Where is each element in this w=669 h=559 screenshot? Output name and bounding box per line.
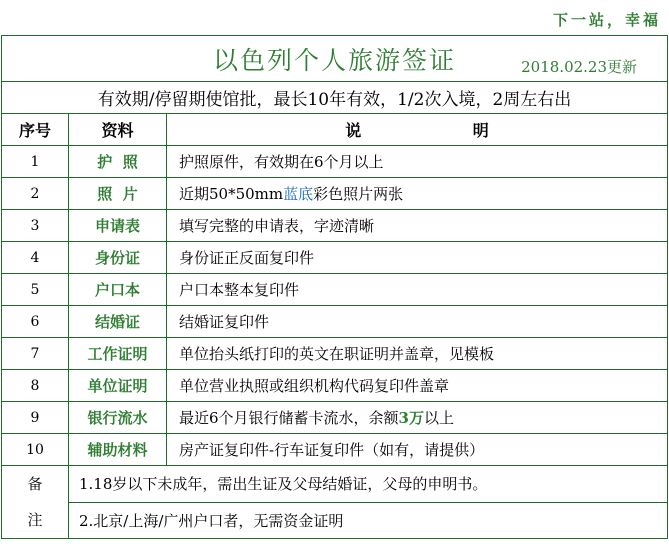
row-desc	[167, 178, 668, 210]
row-desc: 户口本整本复印件	[167, 274, 668, 306]
row-num: 10	[2, 434, 69, 466]
row-desc-highlight: 蓝底	[283, 185, 314, 203]
row-item: 辅助材料	[69, 434, 167, 466]
row-num: 1	[2, 146, 69, 178]
note-item: 2.北京/上海/广州户口者，无需资金证明	[69, 502, 668, 539]
table-row	[2, 306, 668, 338]
row-num: 8	[2, 370, 69, 402]
row-desc: 结婚证复印件	[167, 306, 668, 338]
row-item: 身份证	[69, 242, 167, 274]
row-desc-part: 近期50*50mm	[179, 185, 284, 203]
row-num: 7	[2, 338, 69, 370]
row-item: 护 照	[69, 146, 167, 178]
row-item: 申请表	[69, 210, 167, 242]
row-item: 银行流水	[69, 402, 167, 434]
notes-label-bottom: 注	[27, 511, 43, 529]
row-num: 3	[2, 210, 69, 242]
row-desc-part: 最近6个月银行储蓄卡流水，余额	[179, 409, 399, 427]
row-desc-part: 彩色照片两张	[313, 185, 404, 203]
notes-label	[2, 466, 69, 539]
top-banner	[0, 0, 669, 35]
row-num: 9	[2, 402, 69, 434]
row-item: 照 片	[69, 178, 167, 210]
table-row	[2, 434, 668, 466]
row-desc	[167, 402, 668, 434]
row-item: 工作证明	[69, 338, 167, 370]
row-num: 6	[2, 306, 69, 338]
header-item: 资料	[69, 114, 167, 146]
row-item: 结婚证	[69, 306, 167, 338]
row-desc: 身份证正反面复印件	[167, 242, 668, 274]
table-row	[2, 402, 668, 434]
summary-row: 有效期/停留期使馆批，最长10年有效，1/2次入境，2周左右出	[2, 82, 668, 114]
page-title: 以色列个人旅游签证	[213, 46, 457, 75]
header-desc: 说 明	[167, 114, 668, 146]
table-row	[2, 338, 668, 370]
title-row	[2, 36, 668, 82]
header-num: 序号	[2, 114, 69, 146]
table-row	[2, 210, 668, 242]
row-desc: 单位抬头纸打印的英文在职证明并盖章，见模板	[167, 338, 668, 370]
row-num: 2	[2, 178, 69, 210]
table-row	[2, 242, 668, 274]
slogan-text: 下一站，幸福	[552, 11, 661, 29]
table-row	[2, 274, 668, 306]
table-row	[2, 146, 668, 178]
row-num: 5	[2, 274, 69, 306]
row-desc: 房产证复印件-行车证复印件（如有，请提供）	[167, 434, 668, 466]
row-desc-highlight: 3万	[398, 409, 424, 427]
table-row	[2, 178, 668, 210]
row-item: 单位证明	[69, 370, 167, 402]
row-desc: 填写完整的申请表，字迹清晰	[167, 210, 668, 242]
table-row	[2, 370, 668, 402]
row-item: 户口本	[69, 274, 167, 306]
row-desc: 单位营业执照或组织机构代码复印件盖章	[167, 370, 668, 402]
notes-label-top: 备	[27, 475, 43, 493]
note-item: 1.18岁以下未成年，需出生证及父母结婚证，父母的申明书。	[69, 466, 668, 503]
update-date: 2018.02.23更新	[521, 58, 638, 76]
row-desc-part: 以上	[423, 409, 454, 427]
row-num: 4	[2, 242, 69, 274]
visa-requirements-table	[1, 35, 668, 539]
row-desc: 护照原件，有效期在6个月以上	[167, 146, 668, 178]
